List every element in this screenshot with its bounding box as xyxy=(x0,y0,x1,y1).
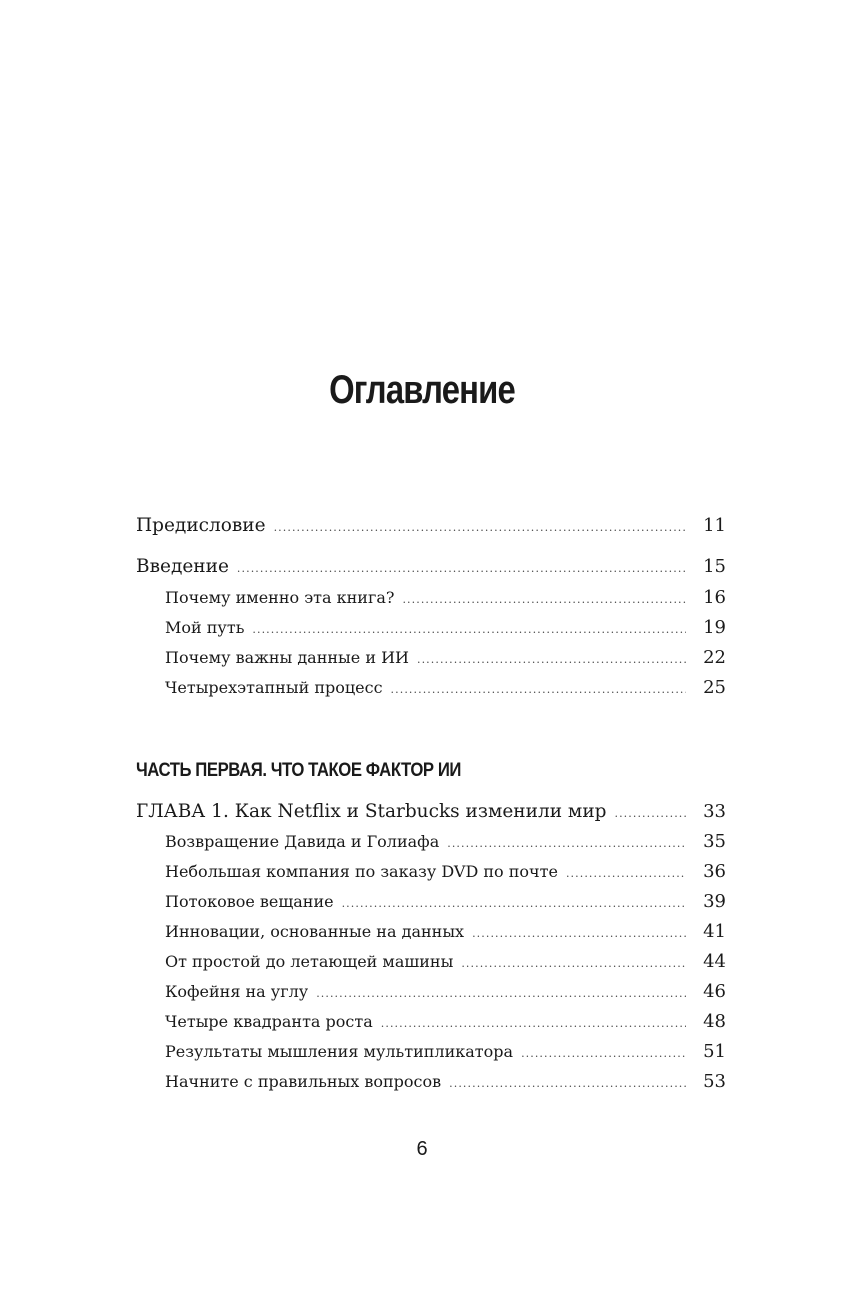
toc-subentry xyxy=(165,677,726,701)
toc-subentry xyxy=(165,891,726,915)
toc-subentry xyxy=(165,981,726,1005)
toc-subentry xyxy=(165,647,726,671)
dot-leader xyxy=(461,952,686,971)
toc-page: 48 xyxy=(703,1011,726,1032)
toc-page: 22 xyxy=(703,647,726,668)
toc-subentry xyxy=(165,587,726,611)
page-number: 6 xyxy=(416,1138,428,1160)
toc-subentry xyxy=(165,951,726,975)
toc-label: Кофейня на углу xyxy=(165,982,309,1001)
dot-leader xyxy=(566,862,686,881)
toc-label: Предисловие xyxy=(136,515,266,536)
dot-leader xyxy=(615,801,687,822)
toc-page: 51 xyxy=(703,1041,726,1062)
toc-label: Небольшая компания по заказу DVD по почте xyxy=(165,862,558,881)
dot-leader xyxy=(449,1072,686,1091)
toc-page: 46 xyxy=(703,981,726,1002)
dot-leader xyxy=(521,1042,686,1061)
toc-label: Четырехэтапный процесс xyxy=(165,678,383,697)
toc-label: Потоковое вещание xyxy=(165,892,334,911)
dot-leader xyxy=(237,556,686,577)
dot-leader xyxy=(391,678,686,697)
toc-subentry xyxy=(165,921,726,945)
toc-label: Введение xyxy=(136,556,229,577)
toc-subentry xyxy=(165,861,726,885)
dot-leader xyxy=(417,648,686,667)
toc-label: От простой до летающей машины xyxy=(165,952,454,971)
toc-label: ГЛАВА 1. Как Netflix и Starbucks изменили мир xyxy=(136,801,607,822)
toc-page: 16 xyxy=(703,587,726,608)
dot-leader xyxy=(342,892,686,911)
toc-page: 25 xyxy=(703,677,726,698)
toc-subentry xyxy=(165,831,726,855)
dot-leader xyxy=(274,515,686,536)
toc-label: Почему именно эта книга? xyxy=(165,588,395,607)
toc-page: 15 xyxy=(703,556,726,577)
toc-subentry xyxy=(165,617,726,641)
toc-page: 19 xyxy=(703,617,726,638)
toc-label: Мой путь xyxy=(165,618,245,637)
toc-page: 36 xyxy=(703,861,726,882)
dot-leader xyxy=(381,1012,686,1031)
toc-page: 35 xyxy=(703,831,726,852)
toc-subentry xyxy=(165,1041,726,1065)
toc-page: 33 xyxy=(703,801,726,822)
toc-label: Начните с правильных вопросов xyxy=(165,1072,442,1091)
toc-page: 39 xyxy=(703,891,726,912)
dot-leader xyxy=(316,982,686,1001)
toc-subentry xyxy=(165,1071,726,1095)
toc-label: Четыре квадранта роста xyxy=(165,1012,373,1031)
page-title: Оглавление xyxy=(329,368,515,412)
toc-entry-preface xyxy=(136,515,726,539)
part-heading: ЧАСТЬ ПЕРВАЯ. ЧТО ТАКОЕ ФАКТОР ИИ xyxy=(136,760,461,781)
toc-page: 41 xyxy=(703,921,726,942)
toc-page: 53 xyxy=(703,1071,726,1092)
dot-leader xyxy=(252,618,686,637)
toc-page: 11 xyxy=(703,515,726,536)
dot-leader xyxy=(447,832,686,851)
dot-leader xyxy=(402,588,686,607)
toc-entry-introduction xyxy=(136,556,726,580)
toc-label: Почему важны данные и ИИ xyxy=(165,648,409,667)
toc-subentry xyxy=(165,1011,726,1035)
toc-label: Инновации, основанные на данных xyxy=(165,922,465,941)
toc-entry-chapter-1 xyxy=(136,801,726,825)
toc-page: 44 xyxy=(703,951,726,972)
toc-label: Возвращение Давида и Голиафа xyxy=(165,832,440,851)
dot-leader xyxy=(472,922,686,941)
toc-label: Результаты мышления мультипликатора xyxy=(165,1042,514,1061)
